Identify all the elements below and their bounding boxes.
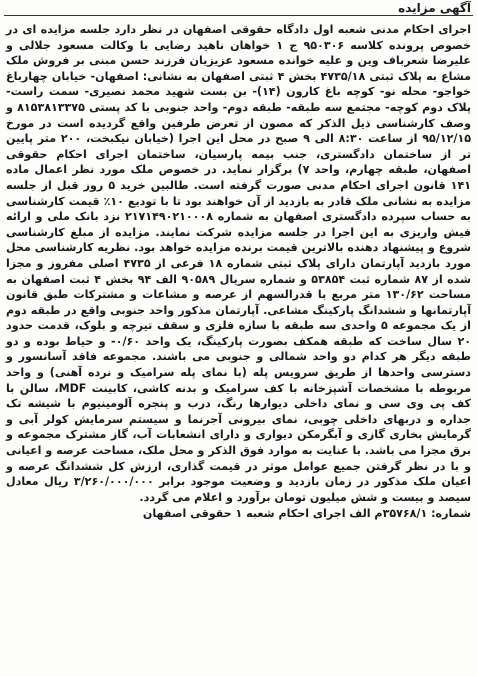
notice-body <box>6 22 471 522</box>
notice-footer: شماره: ۳۵۷۶۸/۱م الف اجرای احکام شعبه ۱ حقوقی اصفهان <box>142 507 471 521</box>
notice-title: آگهی مزایده <box>398 1 471 15</box>
header-divider <box>4 15 473 16</box>
notice-header <box>398 0 471 16</box>
notice-paragraph: اجرای احکام مدنی شعبه اول دادگاه حقوقی اصفهان در نظر دارد جلسه مزایده ای در خصوص پرونده کلاسه ۹۵۰۳۰۶ ج ۱ خواهان ناهید رضایی با وکالت مسعود جلالی و علیرضا شعرباف وین و علیه خوانده مسعود عزیزیان فرزند حسن مبنی بر فروش ملک مشاع به پلاک ثبتی ۴۷۳۵/۱۸ بخش ۴ ثبتی اصفهان به نشانی: اصفهان- خیابان چهارباغ خواجو- محله نو- کوچه باغ کارون (۱۴)- بن بست شهید محمد نصیری- سمت راست- پلاک دوم کوچه- مجتمع سه طبقه- طبقه دوم- واحد جنوبی با کد پستی ۸۱۵۳۸۱۳۳۷۵ و وصف کارشناسی ذیل الذکر که مصون از تعرض طرفین واقع گردیده است در مورخ ۹۵/۱۲/۱۵ از ساعت ۸:۳۰ الی ۹ صبح در محل این اجرا (خیابان نیکبخت، ۲۰۰ متر پایین تر از ساختمان دادگستری، جنب بیمه پارسیان، ساختمان اجرای احکام حقوقی اصفهان، طبقه چهارم، واحد ۷) برگزار نماید. در خصوص ملک مورد نظر اعمال ماده ۱۴۱ قانون اجرای احکام مدنی صورت گرفته است. طالبین خرید ۵ روز قبل از جلسه مزایده به نشانی ملک قادر به بازدید از آن خواهند بود تا با تودیع ۱۰٪ قیمت کارشناسی به حساب سپرده دادگستری اصفهان به شماره ۲۱۷۱۴۹۰۲۱۰۰۰۸ نزد بانک ملی و ارائه فیش واریزی به این اجرا در جلسه مزایده شرکت نمایند. مزایده از مبلغ کارشناسی شروع و پیشنهاد دهنده بالاترین قیمت برنده مزایده خواهد بود. نظریه کارشناسی محل مورد بازدید آپارتمان دارای پلاک ثبتی شماره ۱۸ فرعی از ۴۷۳۵ اصلی مفروز و مجزا شده از ۸۷ شماره ثبت ۵۳۸۵۴ و شماره سریال ۹۰۵۸۹ الف ۹۴ بخش ۴ ثبت اصفهان به مساحت ۱۳۰/۶۲ متر مربع با قدرالسهم از عرصه و مشاعات و مشترکات طبق قانون آپارتمانها و ششدانگ پارکینگ مشاعی. آپارتمان مذکور واحد جنوبی واقع در طبقه دوم از یک مجموعه ۵ واحدی سه طبقه با سازه فلزی و سقف تیرچه و بلوک، قدمت حدود ۲۰ سال ساخت که طبقه همکف بصورت پارکینگ، یک واحد ۰/۶۰- و حیاط بوده و دو طبقه دیگر هر کدام دو واحد شمالی و جنوبی می باشند. مجموعه فاقد آسانسور و دسترسی واحدها از طریق سرویس پله (با نمای پله سرامیک و نرده آهنی) و واحد مربوطه با مشخصات آشپزخانه با کف سرامیک و بدنه کاشی، کابینت MDF، سالن با کف پی وی سی و نمای داخلی دیوارها رنگ، درب و پنجره آلومینیوم با شیشه تک جداره و دربهای داخلی چوبی، نمای بیرونی آجرنما و سیستم سرمایش کولر آبی و گرمایش بخاری گازی و آبگرمکن دیواری و دارای انشعابات آب، گاز مشترک مجموعه و برق مجزا می باشد. با عنایت به موارد فوق الذکر و محل ملک، مساحت عرصه و اعیانی و با در نظر گرفتن جمیع عوامل موثر در قیمت گذاری، ارزش کل ششدانگ عرصه و اعیان ملک مذکور در زمان بازدید و وضعیت موجود برابر ۳/۲۶۰/۰۰۰/۰۰۰ ریال معادل سیصد و بیست و شش میلیون تومان برآورد و اعلام می گردد. <box>6 23 472 504</box>
